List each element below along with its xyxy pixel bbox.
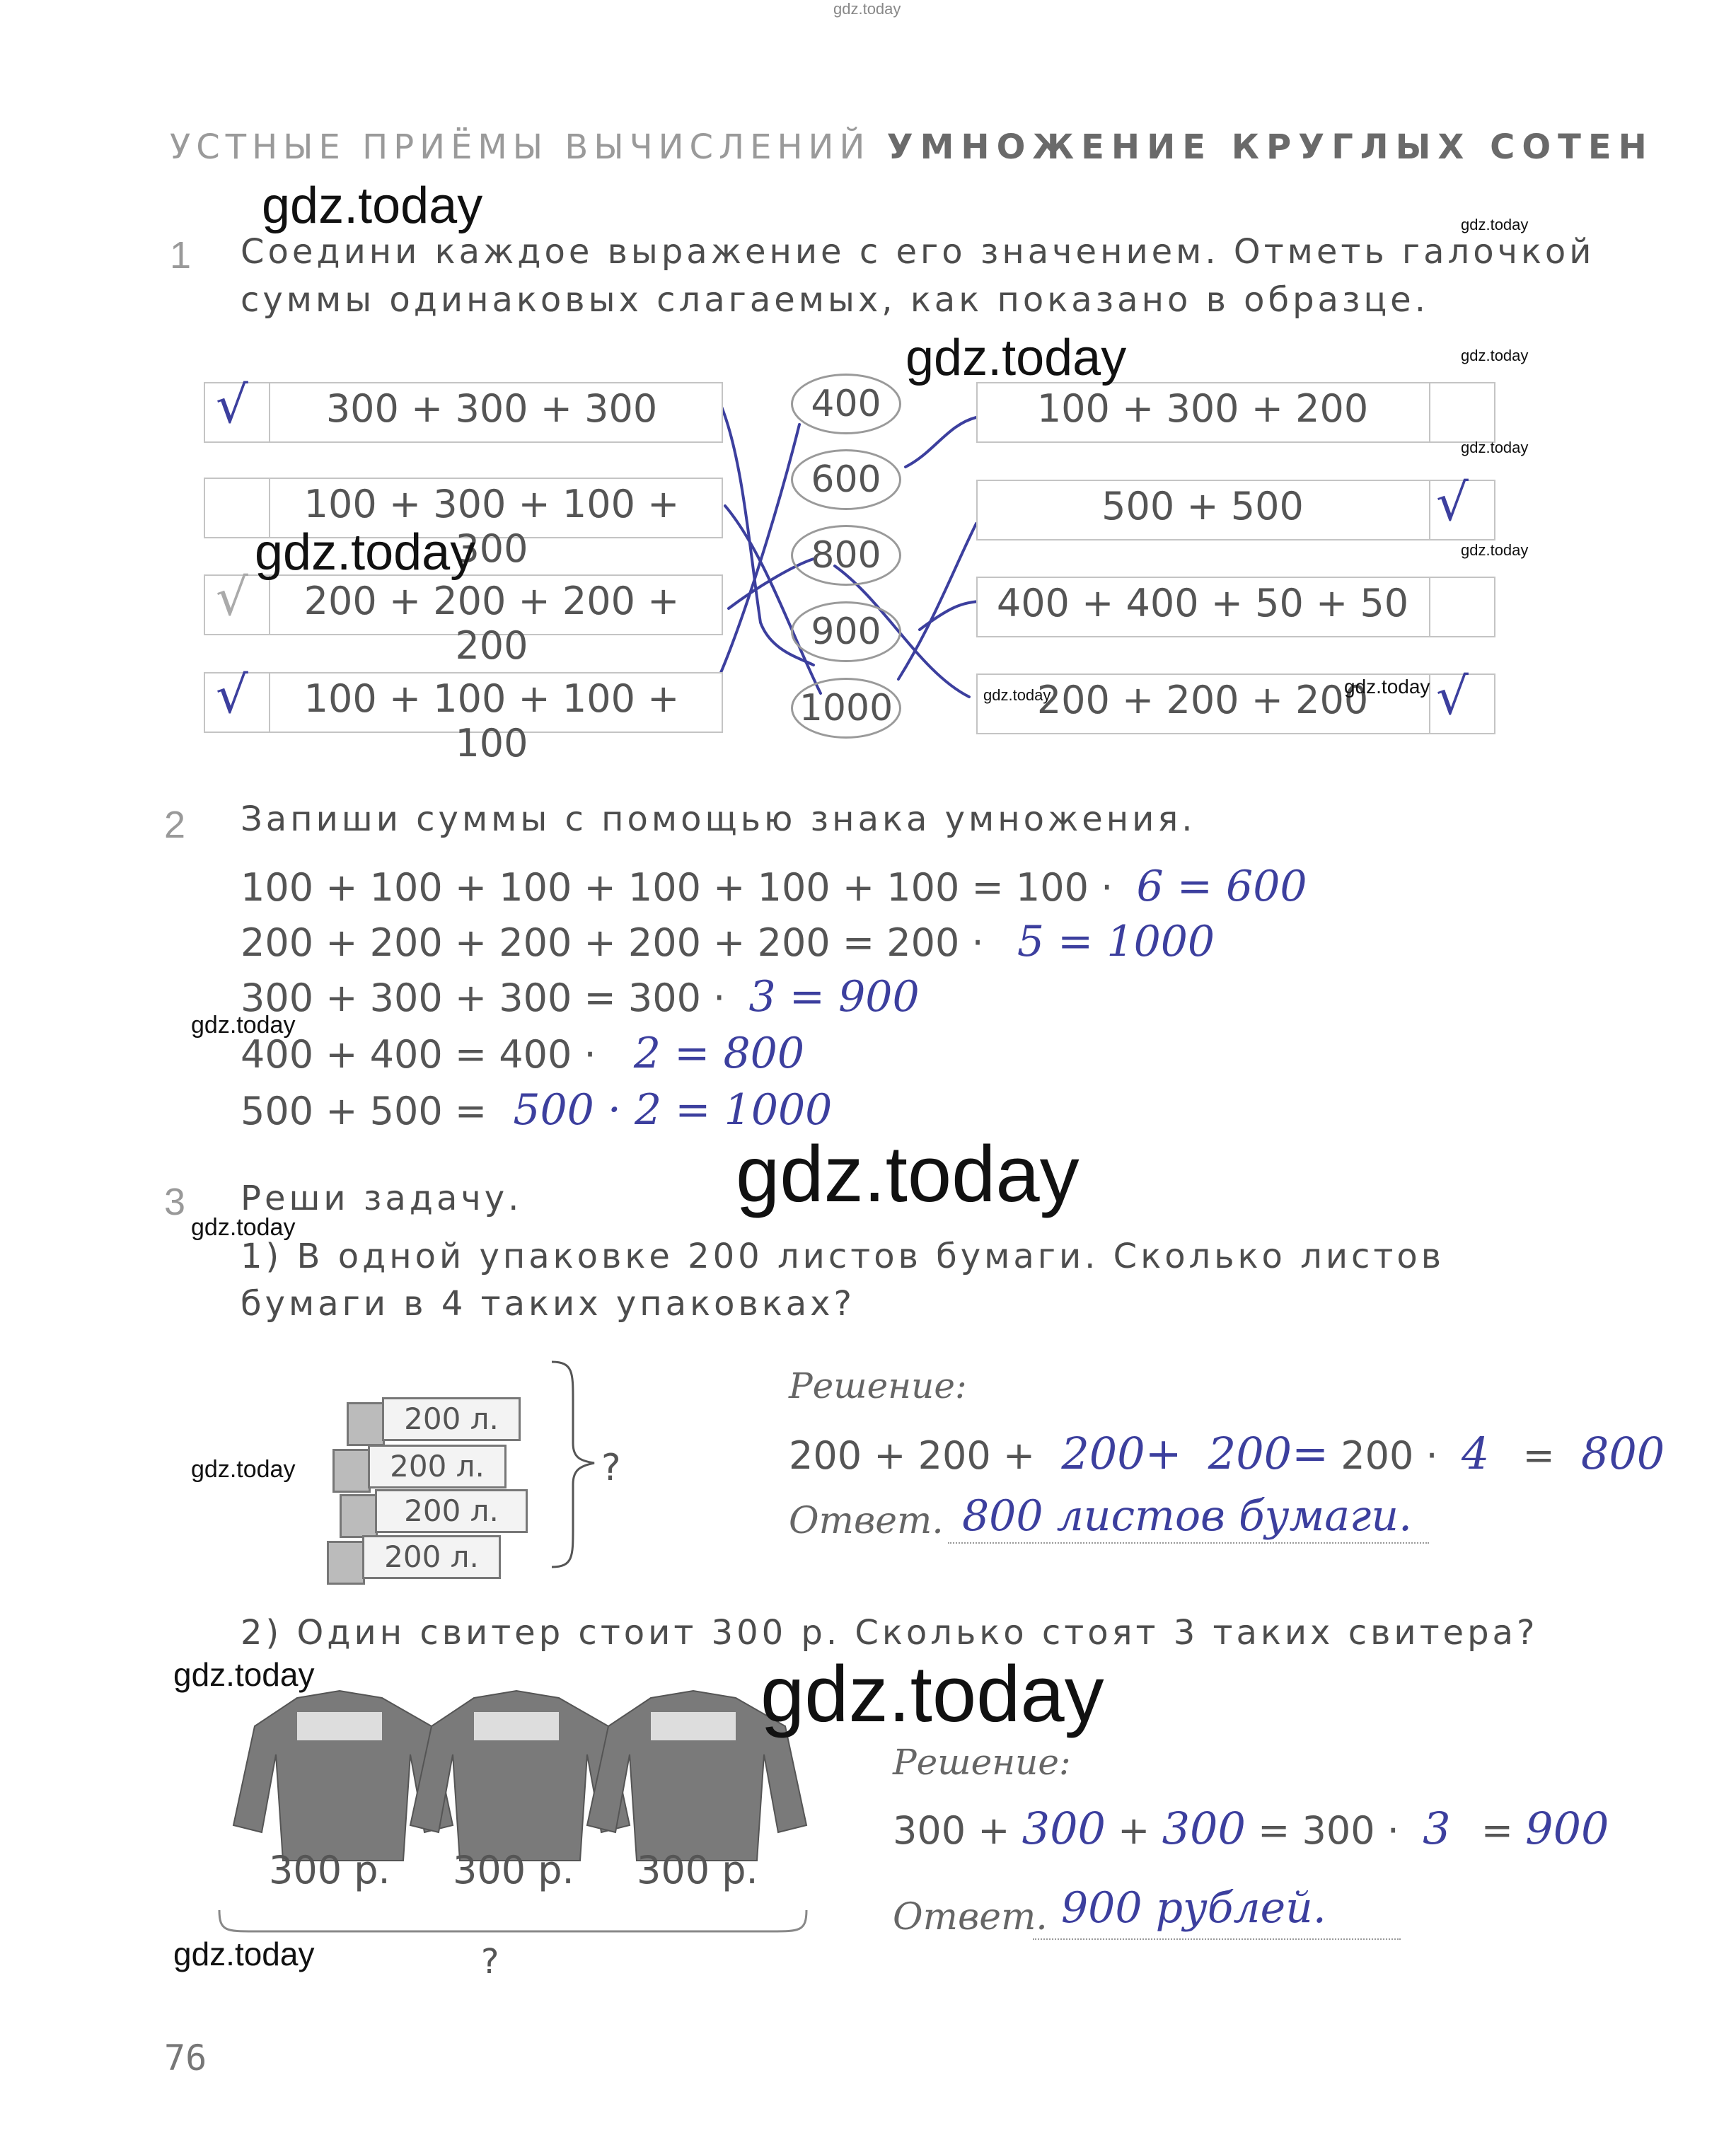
watermark: gdz.today [191, 1012, 296, 1039]
check-mark: √ [216, 375, 248, 434]
answer-part[interactable]: 6 = 600 [1136, 862, 1307, 911]
answer-part[interactable]: 800 [1580, 1428, 1665, 1479]
answer-part[interactable]: 900 [1525, 1803, 1609, 1854]
task2-row [241, 917, 1215, 966]
value-oval[interactable]: 800 [791, 525, 901, 586]
sweater-price: 300 р. [637, 1848, 758, 1892]
task3-number: 3 [164, 1181, 186, 1223]
printed-part: 300 + 300 + 300 = 300 · [241, 976, 726, 1020]
paper-pack: 200 л. [382, 1397, 521, 1441]
answer-line [948, 1542, 1429, 1544]
sweater-price: 300 р. [269, 1848, 390, 1892]
printed-part: 400 + 400 = 400 · [241, 1032, 596, 1077]
watermark: gdz.today [1461, 439, 1529, 456]
paper-pack: 200 л. [362, 1535, 501, 1579]
task1-number: 1 [170, 234, 192, 277]
printed-part: + [1118, 1808, 1150, 1853]
watermark: gdz.today [1461, 347, 1529, 364]
watermark: gdz.today [173, 1656, 315, 1693]
watermark: gdz.today [983, 686, 1051, 704]
task2-row [241, 1029, 804, 1078]
check-cell[interactable] [1429, 383, 1494, 441]
answer-part[interactable]: 200= [1208, 1428, 1329, 1479]
printed-part: 100 + 100 + 100 + 100 + 100 + 100 = 100 · [241, 865, 1113, 910]
task3-problem1-line2: бумаги в 4 таких упаковках? [241, 1284, 856, 1324]
task3-problem1-line1: 1) В одной упаковке 200 листов бумаги. Сколько листов [241, 1237, 1445, 1276]
answer-part[interactable]: 2 = 800 [633, 1029, 804, 1078]
answer-part[interactable]: 3 [1423, 1803, 1451, 1854]
left-expr: 200 + 200 + 200 + 200 [303, 579, 680, 668]
task3-problem2-line: 2) Один свитер стоит 300 р. Сколько стоят 3 таких свитера? [241, 1613, 1539, 1653]
paper-pack: 200 л. [375, 1489, 528, 1533]
printed-part: 500 + 500 = [241, 1089, 487, 1133]
paper-pack: 200 л. [368, 1445, 507, 1488]
task3-title: Реши задачу. [241, 1179, 523, 1218]
question-mark: ? [601, 1447, 621, 1489]
answer-part[interactable]: 300 [1022, 1803, 1106, 1854]
task1-instruction-line2: суммы одинаковых слагаемых, как показано в образце. [241, 280, 1429, 320]
left-expr: 300 + 300 + 300 [325, 386, 658, 431]
answer-part[interactable]: 4 [1461, 1428, 1490, 1479]
right-expr: 400 + 400 + 50 + 50 [996, 581, 1409, 625]
check-cell[interactable] [1429, 578, 1494, 636]
watermark: gdz.today [760, 1650, 1104, 1738]
answer-line [1033, 1938, 1401, 1940]
value-oval[interactable]: 1000 [791, 678, 901, 739]
watermark: gdz.today [1461, 216, 1529, 233]
right-expr: 500 + 500 [1101, 484, 1304, 528]
printed-part: = [1522, 1433, 1555, 1478]
answer-part[interactable]: 300 [1162, 1803, 1246, 1854]
watermark: gdz.today [173, 1936, 315, 1972]
printed-part: 200 + 200 + 200 + 200 + 200 = 200 · [241, 920, 984, 965]
pack-side [332, 1449, 371, 1493]
task2-row [241, 862, 1307, 911]
task1-instruction-line1: Соедини каждое выражение с его значением. Отметь галочкой [241, 232, 1595, 272]
answer-part[interactable]: 3 = 900 [748, 972, 920, 1022]
watermark: gdz.today [1344, 676, 1430, 698]
check-mark: √ [216, 665, 248, 724]
answer2-text[interactable]: 900 рублей. [1061, 1883, 1326, 1933]
solution-label: Решение: [789, 1365, 967, 1406]
answer-label: Ответ. [893, 1896, 1048, 1938]
pack-side [327, 1541, 365, 1585]
watermark-top: gdz.today [833, 0, 901, 18]
pack-side [347, 1402, 385, 1446]
solution-label: Решение: [893, 1742, 1071, 1783]
right-expr: 200 + 200 + 200 [1036, 678, 1369, 722]
task2-number: 2 [164, 804, 186, 846]
pack-side [340, 1494, 378, 1538]
watermark: gdz.today [191, 1456, 296, 1483]
watermark: gdz.today [905, 330, 1127, 386]
task2-row [241, 972, 920, 1022]
value-oval[interactable]: 600 [791, 449, 901, 510]
printed-part: 300 + [893, 1808, 1010, 1853]
header-light: УСТНЫЕ ПРИЁМЫ ВЫЧИСЛЕНИЙ [170, 127, 871, 167]
check-mark-sample: √ [216, 567, 248, 627]
task2-row [241, 1085, 832, 1135]
printed-part: = [1481, 1808, 1513, 1853]
curly-brace-icon [545, 1358, 601, 1571]
answer-part[interactable]: 5 = 1000 [1017, 917, 1215, 966]
printed-part: 200 · [1341, 1433, 1438, 1478]
answer-part[interactable]: 500 · 2 = 1000 [513, 1085, 833, 1135]
answer-label: Ответ. [789, 1500, 944, 1542]
page-number: 76 [164, 2037, 207, 2078]
watermark: gdz.today [255, 524, 476, 581]
answer-part[interactable]: 200+ [1061, 1428, 1182, 1479]
watermark: gdz.today [736, 1130, 1080, 1218]
printed-part: = 300 · [1258, 1808, 1399, 1853]
answer1-text[interactable]: 800 листов бумаги. [962, 1491, 1413, 1541]
watermark: gdz.today [1461, 541, 1529, 559]
watermark: gdz.today [262, 178, 483, 234]
check-mark: √ [1436, 473, 1469, 532]
value-oval[interactable]: 900 [791, 601, 901, 662]
question-mark: ? [481, 1942, 499, 1982]
printed-part: 200 + 200 + [789, 1433, 1036, 1478]
solution1-line [789, 1428, 1665, 1479]
watermark: gdz.today [191, 1214, 296, 1241]
check-mark: √ [1436, 666, 1469, 726]
left-expr: 100 + 100 + 100 + 100 [303, 676, 680, 765]
solution2-line [893, 1803, 1609, 1854]
sweater-price: 300 р. [453, 1848, 574, 1892]
right-expr: 100 + 300 + 200 [1036, 386, 1369, 431]
value-oval[interactable]: 400 [791, 374, 901, 434]
left-expr: 100 + 300 + 100 + 300 [303, 482, 680, 571]
task2-title: Запиши суммы с помощью знака умножения. [241, 799, 1196, 839]
header-bold: УМНОЖЕНИЕ КРУГЛЫХ СОТЕН [886, 127, 1654, 167]
